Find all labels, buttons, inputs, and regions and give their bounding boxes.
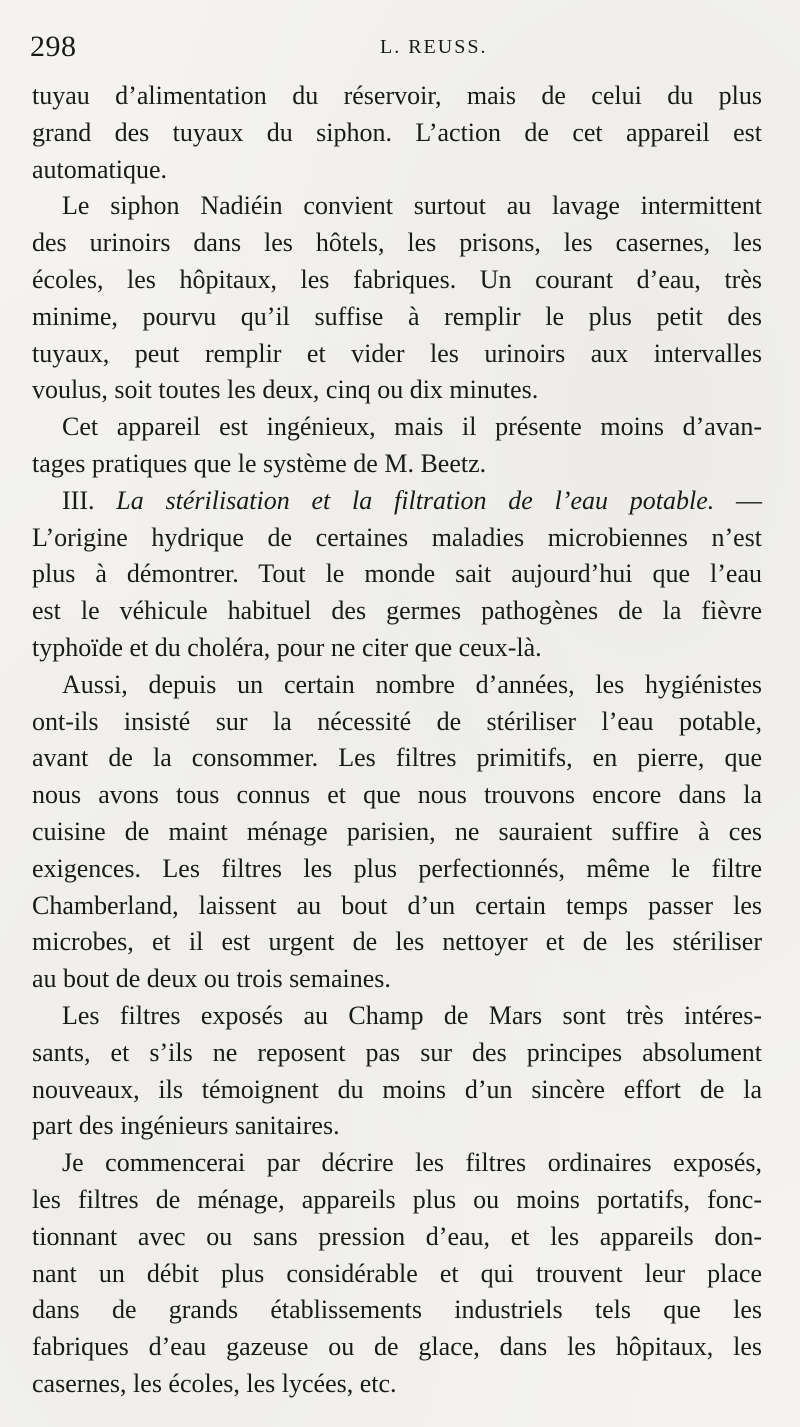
paragraph-start-line: Cet appareil est ingénieux, mais il présente moins d’avan-	[62, 412, 762, 442]
text-line: avant de la consommer. Les filtres primitifs, en pierre, que	[32, 743, 762, 773]
paragraph-start-line: Le siphon Nadiéin convient surtout au lavage intermittent	[62, 191, 762, 221]
text-line: est le véhicule habituel des germes pathogènes de la fièvre	[32, 596, 762, 626]
text-line: nous avons tous connus et que nous trouvons encore dans la	[32, 780, 762, 810]
text-line: Chamberland, laissent au bout d’un certain temps passer les	[32, 890, 762, 920]
text-line: tages pratiques que le système de M. Beetz.	[32, 448, 487, 478]
section-dash: —	[736, 485, 763, 515]
text-line: nant un débit plus considérable et qui trouvent leur place	[32, 1258, 762, 1288]
text-line: nouveaux, ils témoignent du moins d’un sincère effort de la	[32, 1074, 762, 1104]
text-line: fabriques d’eau gazeuse ou de glace, dans les hôpitaux, les	[32, 1332, 762, 1362]
text-line: minime, pourvu qu’il suffise à remplir le plus petit des	[32, 301, 762, 331]
text-line: au bout de deux ou trois semaines.	[32, 964, 391, 994]
running-head: L. REUSS.	[380, 36, 488, 58]
text-line: grand des tuyaux du siphon. L’action de cet appareil est	[32, 117, 762, 147]
body-text	[32, 78, 762, 1403]
text-line: sants, et s’ils ne reposent pas sur des principes absolument	[32, 1037, 762, 1067]
page-number: 298	[30, 30, 77, 63]
text-line: casernes, les écoles, les lycées, etc.	[32, 1368, 397, 1398]
text-line: les filtres de ménage, appareils plus ou moins portatifs, fonc-	[32, 1184, 762, 1214]
page-header	[30, 30, 770, 66]
section-title: La stérilisation et la filtration de l’eau potable.	[116, 485, 715, 515]
section-number: III.	[62, 485, 95, 515]
text-line: tuyaux, peut remplir et vider les urinoirs aux intervalles	[32, 338, 762, 368]
paragraph-start-line: Aussi, depuis un certain nombre d’années, les hygiénistes	[62, 669, 762, 699]
text-line: écoles, les hôpitaux, les fabriques. Un courant d’eau, très	[32, 264, 762, 294]
text-line: tuyau d’alimentation du réservoir, mais de celui du plus	[32, 81, 762, 110]
text-line: des urinoirs dans les hôtels, les prisons, les casernes, les	[32, 228, 762, 258]
text-line: part des ingénieurs sanitaires.	[32, 1111, 340, 1141]
text-line: L’origine hydrique de certaines maladies microbiennes n’est	[32, 522, 762, 552]
text-line: microbes, et il est urgent de les nettoyer et de les stériliser	[32, 927, 762, 957]
paragraph-start-line: Les filtres exposés au Champ de Mars sont très intéres-	[62, 1000, 762, 1030]
text-line: exigences. Les filtres les plus perfectionnés, même le filtre	[32, 853, 762, 883]
text-line: ont-ils insisté sur la nécessité de stériliser l’eau potable,	[32, 706, 762, 736]
section-heading-line	[32, 483, 762, 520]
text-line: voulus, soit toutes les deux, cinq ou dix minutes.	[32, 375, 539, 405]
text-line: cuisine de maint ménage parisien, ne sauraient suffire à ces	[32, 816, 762, 846]
text-line: typhoïde et du choléra, pour ne citer que ceux-là.	[32, 632, 542, 662]
text-line: dans de grands établissements industriels tels que les	[32, 1295, 762, 1325]
paragraph-start-line: Je commencerai par décrire les filtres ordinaires exposés,	[62, 1148, 762, 1178]
text-line: automatique.	[32, 154, 168, 184]
text-line: tionnant avec ou sans pression d’eau, et les appareils don-	[32, 1221, 762, 1251]
text-line: plus à démontrer. Tout le monde sait aujourd’hui que l’eau	[32, 559, 762, 589]
